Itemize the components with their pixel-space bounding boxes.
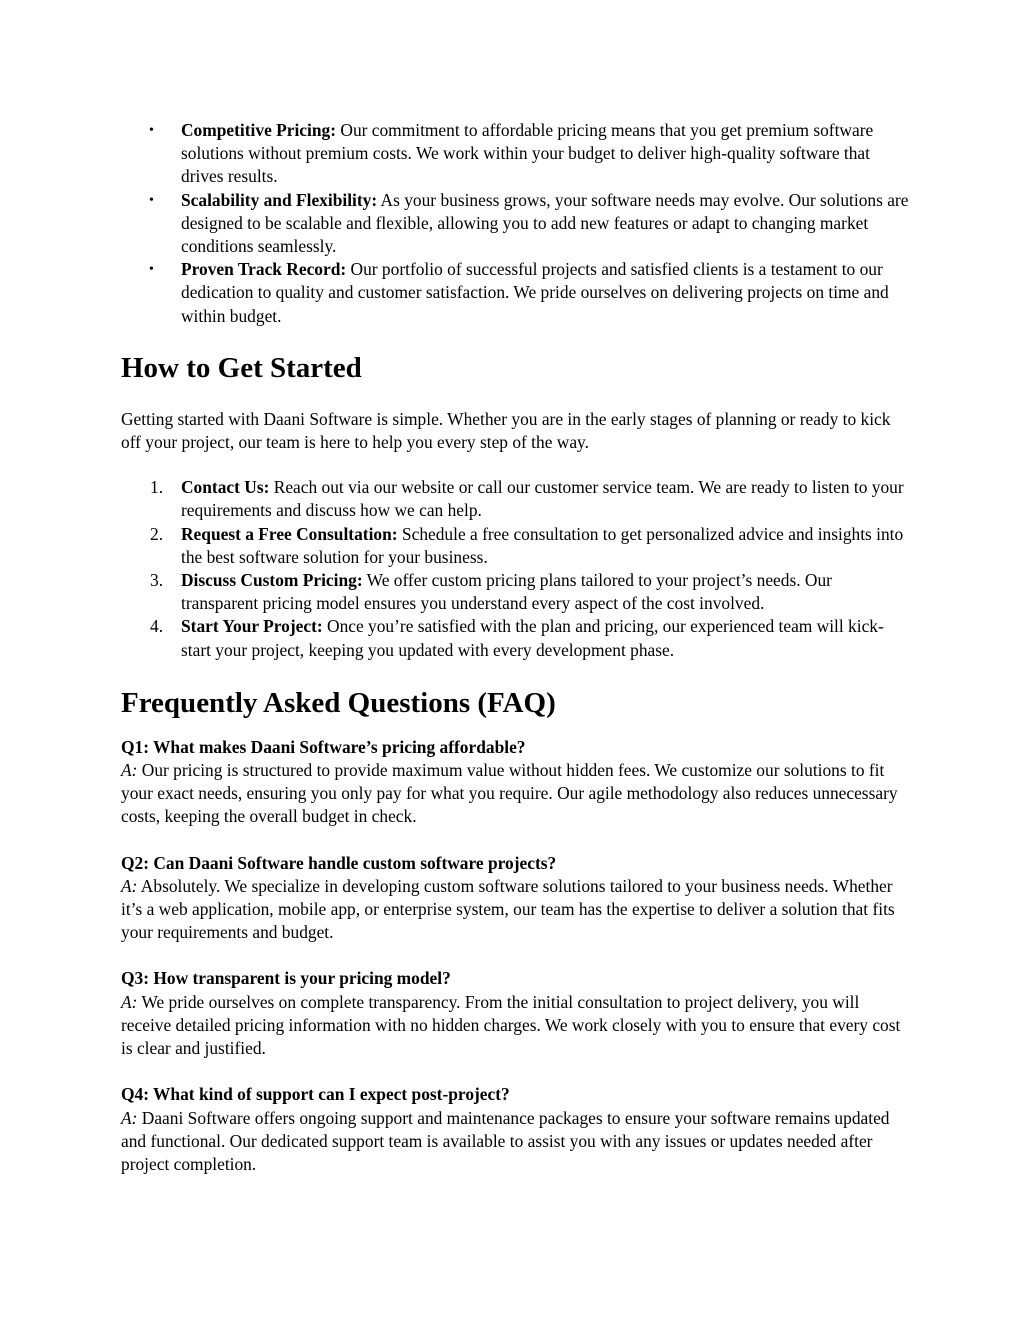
faq-answer-label: A: (121, 991, 138, 1012)
bullet-icon: • (149, 262, 154, 278)
faq-item (121, 852, 911, 945)
bullet-icon: • (149, 123, 154, 138)
step-item (121, 523, 911, 569)
faq-question: Q2: Can Daani Software handle custom software projects? (121, 852, 557, 873)
faq-answer: Daani Software offers ongoing support and maintenance packages to ensure your software remains updated and functional. Our dedicated support team is available to assist you with any issues or updates needed after project completion. (121, 1107, 890, 1174)
benefit-item (121, 119, 911, 189)
benefits-list (121, 119, 911, 328)
step-text: Schedule a free consultation to get personalized advice and insights into the best software solution for your business. (181, 523, 904, 567)
benefit-item (121, 189, 911, 259)
step-item (121, 569, 911, 615)
faq-item (121, 1083, 911, 1176)
faq-question: Q3: How transparent is your pricing model? (121, 968, 451, 989)
step-item (121, 615, 911, 661)
step-number: 1. (150, 477, 164, 498)
steps-list (121, 476, 911, 662)
step-title: Request a Free Consultation: (181, 523, 398, 544)
faq-answer-label: A: (121, 760, 138, 781)
faq-list (121, 736, 911, 1176)
step-title: Contact Us: (181, 477, 270, 498)
step-title: Discuss Custom Pricing: (181, 570, 363, 591)
step-item (121, 476, 911, 522)
faq-answer-label: A: (121, 875, 138, 896)
faq-question: Q4: What kind of support can I expect post-project? (121, 1084, 510, 1105)
benefit-text: Our portfolio of successful projects and satisfied clients is a testament to our dedication to quality and customer satisfaction. We pride ourselves on delivering projects on time and within budget. (181, 259, 889, 326)
benefit-title: Proven Track Record: (181, 259, 347, 280)
faq-item (121, 967, 911, 1060)
faq-answer: Absolutely. We specialize in developing custom software solutions tailored to your business needs. Whether it’s a web application, mobile app, or enterprise system, our team has the expertise to deliver a solution that fits your requirements and budget. (121, 875, 895, 943)
faq-answer: Our pricing is structured to provide maximum value without hidden fees. We customize our solutions to fit your exact needs, ensuring you only pay for what you require. Our agile methodology also reduces unnecessary costs, keeping the overall budget in check. (121, 760, 898, 827)
step-text: Once you’re satisfied with the plan and pricing, our experienced team will kick-start your project, keeping you updated with every development phase. (181, 616, 884, 660)
benefit-title: Competitive Pricing: (181, 120, 337, 140)
benefit-title: Scalability and Flexibility: (181, 189, 378, 210)
document-body (121, 119, 911, 1199)
faq-answer-label: A: (121, 1107, 138, 1128)
step-title: Start Your Project: (181, 616, 323, 637)
step-number: 3. (150, 570, 164, 591)
get-started-intro: Getting started with Daani Software is simple. Whether you are in the early stages of planning or ready to kick off your project, our team is here to help you every step of the way. (121, 408, 891, 453)
faq-heading: Frequently Asked Questions (FAQ) (121, 686, 556, 719)
benefit-text: As your business grows, your software needs may evolve. Our solutions are designed to be scalable and flexible, allowing you to add new features or adapt to changing market conditions seamlessly. (181, 189, 909, 257)
faq-answer: We pride ourselves on complete transparency. From the initial consultation to project delivery, you will receive detailed pricing information with no hidden charges. We work closely with you to ensure that every cost is clear and justified. (121, 991, 901, 1059)
step-text: We offer custom pricing plans tailored to your project’s needs. Our transparent pricing model ensures you understand every aspect of the cost involved. (181, 570, 832, 614)
step-number: 4. (150, 616, 164, 637)
faq-question: Q1: What makes Daani Software’s pricing affordable? (121, 736, 526, 757)
step-text: Reach out via our website or call our customer service team. We are ready to listen to your requirements and discuss how we can help. (181, 477, 904, 521)
bullet-icon: • (149, 192, 154, 208)
get-started-heading: How to Get Started (121, 351, 362, 384)
benefit-item (121, 258, 911, 328)
step-number: 2. (150, 523, 164, 544)
faq-item (121, 736, 911, 829)
benefit-text: Our commitment to affordable pricing means that you get premium software solutions without premium costs. We work within your budget to deliver high-quality software that drives results. (181, 120, 874, 187)
